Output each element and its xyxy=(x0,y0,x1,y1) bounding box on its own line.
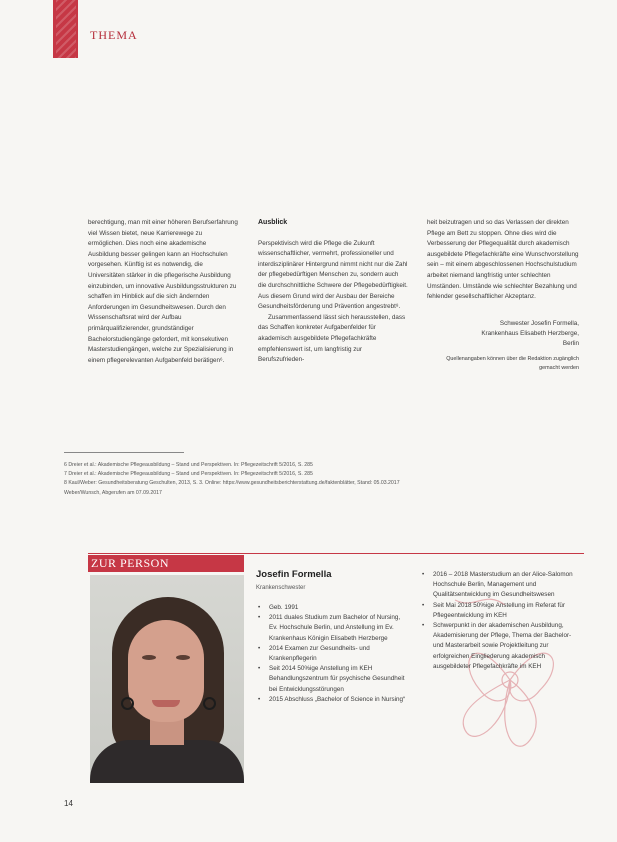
article-column-2 xyxy=(258,218,408,366)
bio-item: • 2011 duales Studium zum Bachelor of Nursing, Ev. Hochschule Berlin, und Anstellung im Ev. Krankenhaus Königin Elisabeth Herzberge xyxy=(258,614,401,642)
person-name: Josefin Formella xyxy=(256,569,332,580)
signature-line: Berlin xyxy=(562,339,579,347)
footnote: 6 Dreier et al.: Akademische Pflegeausbildung – Stand und Perspektiven. In: Pflegezeitschrift 5/2016, S. 285 xyxy=(64,462,313,468)
clothing xyxy=(90,740,244,783)
mouth xyxy=(152,700,180,707)
author-signature xyxy=(427,319,579,349)
footnote: 7 Dreier et al.: Akademische Pflegeausbildung – Stand und Perspektiven. In: Pflegezeitschrift 5/2016, S. 285 xyxy=(64,471,313,478)
bio-item: • Seit Mai 2018 50%ige Anstellung im Referat für Pflegeentwicklung im KEH xyxy=(422,601,565,619)
portrait-photo xyxy=(90,575,244,783)
bio-list-left xyxy=(256,603,408,705)
eye xyxy=(142,655,156,660)
footnote: Weber/Wunsch, Abgerufen am 07.09.2017 xyxy=(64,489,162,496)
person-box-label: ZUR PERSON xyxy=(88,555,244,572)
section-heading: Ausblick xyxy=(258,219,288,226)
article-column-1 xyxy=(88,218,238,366)
bio-item: • 2015 Abschluss „Bachelor of Science in Nursing“ xyxy=(258,695,406,703)
section-label: THEMA xyxy=(90,28,138,42)
person-role: Krankenschwester xyxy=(256,585,306,591)
footnote-divider xyxy=(64,452,184,453)
paragraph: Zusammenfassend lässt sich herausstellen, dass das Schaffen konkreter Aufgabenfelder für akademisch ausgebildete Pflegefachkräfte empfehlenswert ist, um langfristig zur Berufszufrieden- xyxy=(258,313,406,364)
bio-item: • 2014 Examen zur Gesundheits- und Krankenpflegerin xyxy=(258,644,370,663)
person-box-rule xyxy=(88,553,584,554)
footnotes xyxy=(64,461,584,498)
bio-item: • Seit 2014 50%ige Anstellung im KEH Behandlungszentrum für psychische Gesundheit bei Entwicklungsstörungen xyxy=(258,665,405,693)
earring xyxy=(121,697,134,710)
footnote: 8 Kaul/Weber: Gesundheitsberatung Geschulten, 2013, S. 3. Online: https://www.gesundheitsberichterstattung.de/faktenblätter, Stand: 05.03.2017 xyxy=(64,480,400,487)
bio-item: • Schwerpunkt in der akademischen Ausbildung, Akademisierung der Pflege, Thema der Bachelor- und Masterarbeit sowie Projektleitung zur erfolgreichen Eingliederung akademisch ausgebildeter Pflegefachkräfte im KEH xyxy=(422,622,572,670)
article-column-3 xyxy=(427,218,579,373)
bio-list-right xyxy=(420,570,580,672)
bio-item: • 2016 – 2018 Masterstudium an der Alice-Salomon Hochschule Berlin, Management und Qualitätsentwicklung im Gesundheitswesen xyxy=(422,571,573,599)
bio-item: • Geb. 1991 xyxy=(258,604,299,611)
header-accent-pattern xyxy=(56,0,76,58)
paragraph: berechtigung, man mit einer höheren Berufserfahrung viel Wissen bietet, neue Karrierewege zu ermöglichen. Dies noch eine akademische Ausbildung besser gelingen kann an Hochschulen vorgesehen. Künftig ist es notwendig, die Universitäten stärker in die pflegerische Ausbildung einzubinden, um innovative Ausbildungsstrukturen zu schaffen im Hinblick auf die sich ändernden Anforderungen im Gesundheitswesen. Durch den Wissenschaftsrat wird der Aufbau primärqualifizierender, grundständiger Bachelorstudiengänge gefordert, mit konsekutiven Masterstudiengängen, welche zur Spezialisierung in einem pflegerelevanten Aufgabenfeld berätigen⁶. xyxy=(88,219,238,364)
paragraph: Perspektivisch wird die Pflege die Zukunft wissenschaftlicher, vermehrt, professioneller und interdisziplinärer Hintergrund nimmt nicht nur die Zahl der pflegebedürftigen Menschen zu, sondern auch die durchschnittliche Schwere der Pflegebedürftigkeit. Aus diesem Grund wird der Ausbau der Bereiche Gesundheitsförderung und Prävention angestrebt⁸. xyxy=(258,239,408,311)
signature-line: Schwester Josefin Formella, xyxy=(499,319,579,327)
signature-line: Krankenhaus Elisabeth Herzberge, xyxy=(481,329,579,337)
eye xyxy=(176,655,190,660)
page-number: 14 xyxy=(64,799,73,808)
earring xyxy=(203,697,216,710)
sources-note: Quellenangaben können über die Redaktion zugänglich gemacht werden xyxy=(446,355,579,371)
paragraph: heit beizutragen und so das Verlassen der direkten Pflege am Bett zu stoppen. Ohne dies wird die Verbesserung der Pflegequalität durch akademisch ausgebildete Pflegefachkräfte eine Wunschvorstellung sein – mit einem abgeschlossenen Hochschulstudium arbeitet niemand langfristig unter schlechten Umständen. Umstände wie schlechter Bezahlung und fehlender gesellschaftlicher Akzeptanz. xyxy=(427,219,579,301)
